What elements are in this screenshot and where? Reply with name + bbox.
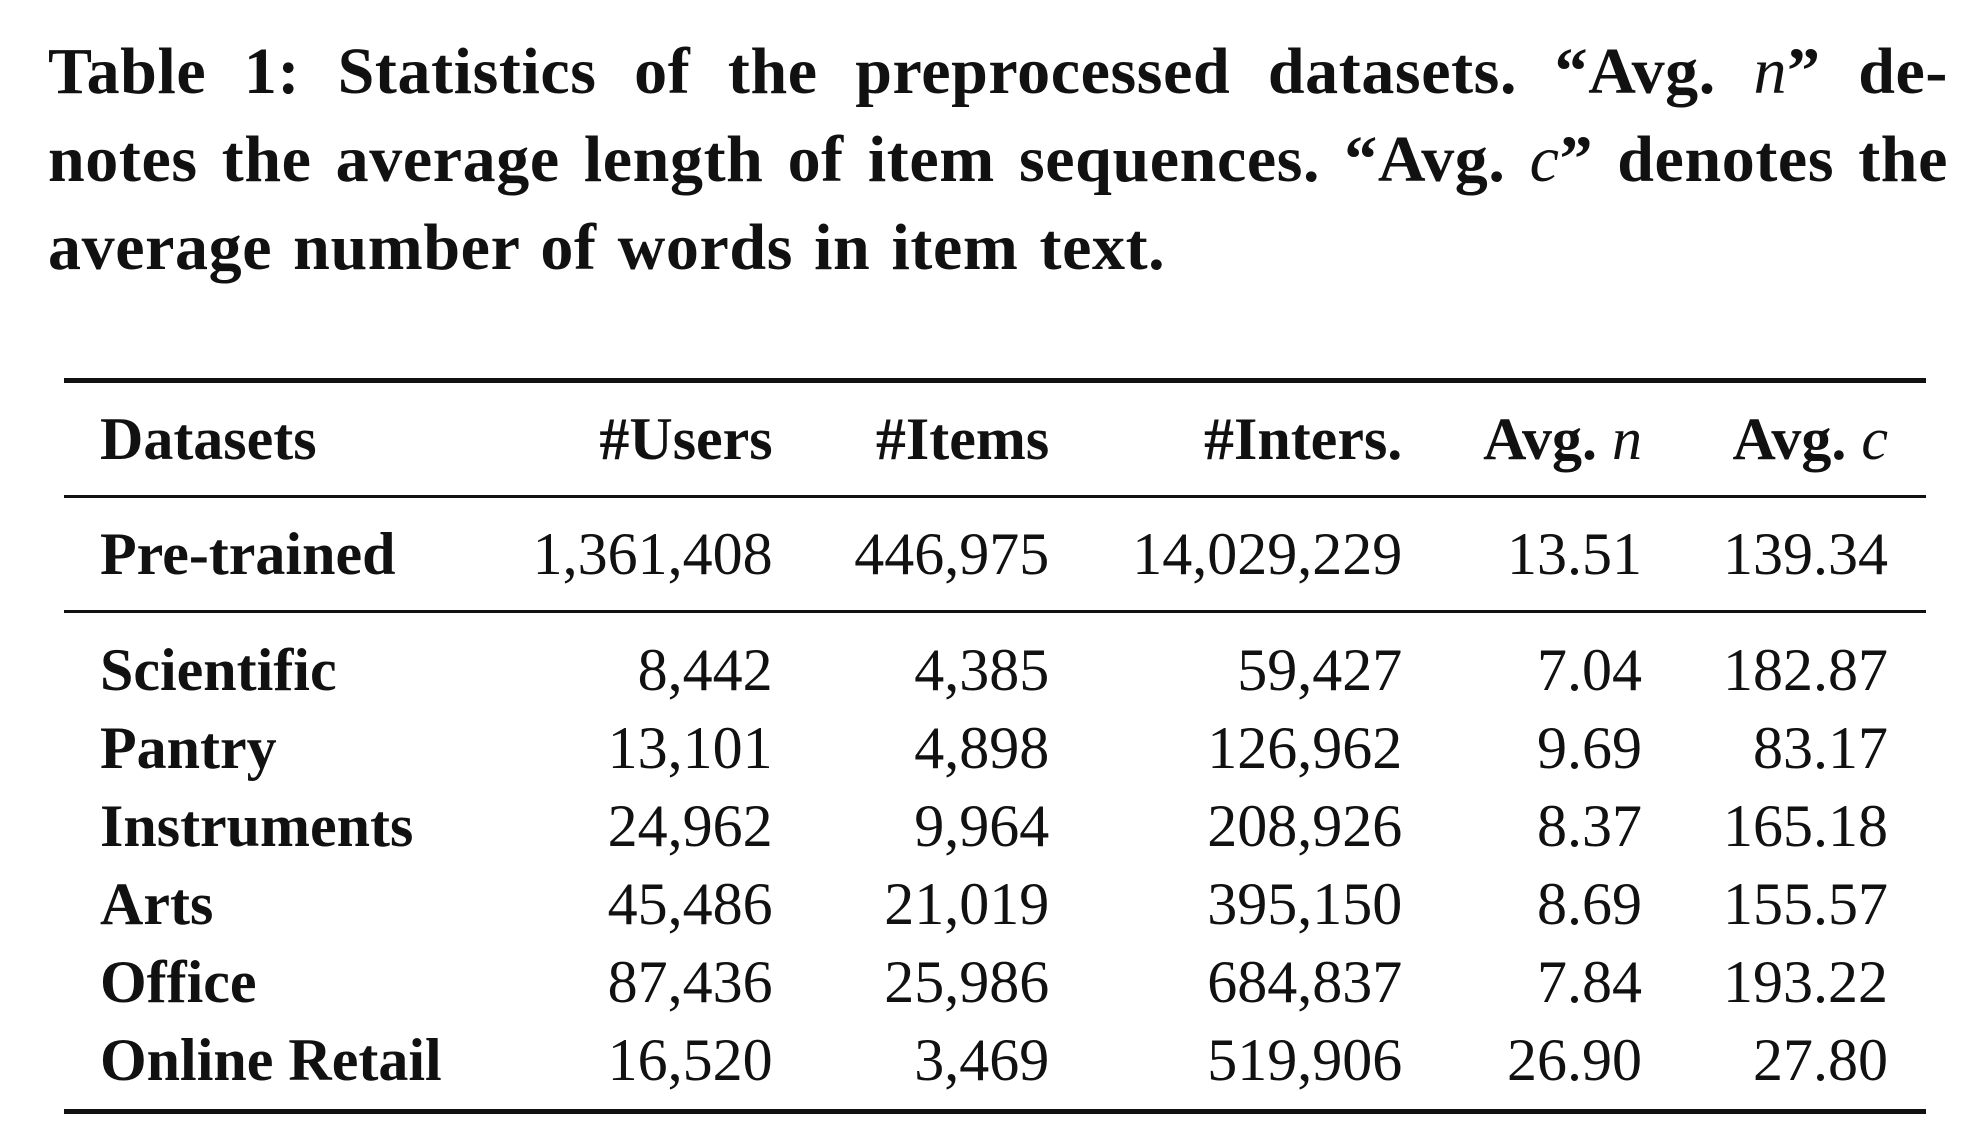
cell-inters: 126,962	[1207, 714, 1403, 781]
cell-users: 24,962	[607, 792, 773, 859]
cell-inters: 208,926	[1207, 792, 1403, 859]
cell-users: 1,361,408	[532, 520, 773, 587]
cell-dataset: Pantry	[100, 714, 277, 781]
caption-prefix: Table 1: Statistics of the preprocessed datasets. “Avg.	[48, 35, 1754, 108]
cell-dataset: Online Retail	[100, 1026, 442, 1093]
cell-inters: 395,150	[1207, 870, 1403, 937]
header-datasets: Datasets	[100, 405, 317, 472]
cell-avg-n: 7.04	[1537, 636, 1642, 703]
cell-items: 3,469	[914, 1026, 1050, 1093]
table-row	[64, 1021, 1926, 1112]
cell-avg-c: 193.22	[1723, 948, 1888, 1015]
statistics-table-container	[64, 378, 1926, 1114]
cell-dataset: Arts	[100, 870, 214, 937]
cell-items: 9,964	[914, 792, 1050, 859]
cell-dataset: Instruments	[100, 792, 414, 859]
cell-avg-n: 9.69	[1537, 714, 1642, 781]
header-avg-c-var: c	[1861, 405, 1888, 472]
header-avg-c-label: Avg.	[1732, 405, 1862, 472]
header-avg-c	[1680, 381, 1926, 497]
cell-items: 4,898	[914, 714, 1050, 781]
cell-inters: 59,427	[1237, 636, 1403, 703]
cell-users: 45,486	[607, 870, 773, 937]
caption-var-c: c	[1529, 123, 1560, 196]
cell-items: 4,385	[914, 636, 1050, 703]
cell-avg-c: 155.57	[1723, 870, 1888, 937]
cell-inters: 684,837	[1207, 948, 1403, 1015]
cell-dataset: Office	[100, 948, 257, 1015]
table-row	[64, 612, 1926, 710]
cell-inters: 519,906	[1207, 1026, 1403, 1093]
cell-avg-c: 165.18	[1723, 792, 1888, 859]
cell-inters: 14,029,229	[1132, 520, 1403, 587]
caption-middle: ” de-notes the average length of item sequences. “Avg.	[48, 35, 1948, 196]
cell-dataset: Pre-trained	[100, 520, 396, 587]
header-users: #Users	[599, 405, 773, 472]
cell-avg-n: 8.69	[1537, 870, 1642, 937]
table-caption	[48, 28, 1948, 292]
cell-avg-n: 26.90	[1507, 1026, 1642, 1093]
table-header-row	[64, 381, 1926, 497]
header-avg-n-label: Avg.	[1483, 405, 1612, 472]
cell-users: 16,520	[607, 1026, 773, 1093]
table-row-pretrained	[64, 497, 1926, 612]
cell-avg-n: 13.51	[1507, 520, 1642, 587]
cell-avg-n: 7.84	[1537, 948, 1642, 1015]
cell-items: 25,986	[884, 948, 1050, 1015]
cell-users: 8,442	[637, 636, 773, 703]
table-row	[64, 709, 1926, 787]
cell-users: 13,101	[607, 714, 773, 781]
table-row	[64, 943, 1926, 1021]
cell-avg-c: 83.17	[1753, 714, 1888, 781]
cell-users: 87,436	[607, 948, 773, 1015]
table-row	[64, 865, 1926, 943]
cell-items: 21,019	[884, 870, 1050, 937]
cell-avg-c: 27.80	[1753, 1026, 1888, 1093]
header-avg-n	[1440, 381, 1680, 497]
header-inters: #Inters.	[1203, 405, 1403, 472]
cell-avg-n: 8.37	[1537, 792, 1642, 859]
statistics-table	[64, 378, 1926, 1114]
caption-var-n: n	[1753, 35, 1788, 108]
header-avg-n-var: n	[1612, 405, 1642, 472]
caption-suffix: ” denotes the average number of words in item text.	[48, 123, 1948, 284]
cell-items: 446,975	[854, 520, 1050, 587]
header-items: #Items	[875, 405, 1050, 472]
cell-avg-c: 182.87	[1723, 636, 1888, 703]
cell-dataset: Scientific	[100, 636, 337, 703]
cell-avg-c: 139.34	[1723, 520, 1888, 587]
table-row	[64, 787, 1926, 865]
